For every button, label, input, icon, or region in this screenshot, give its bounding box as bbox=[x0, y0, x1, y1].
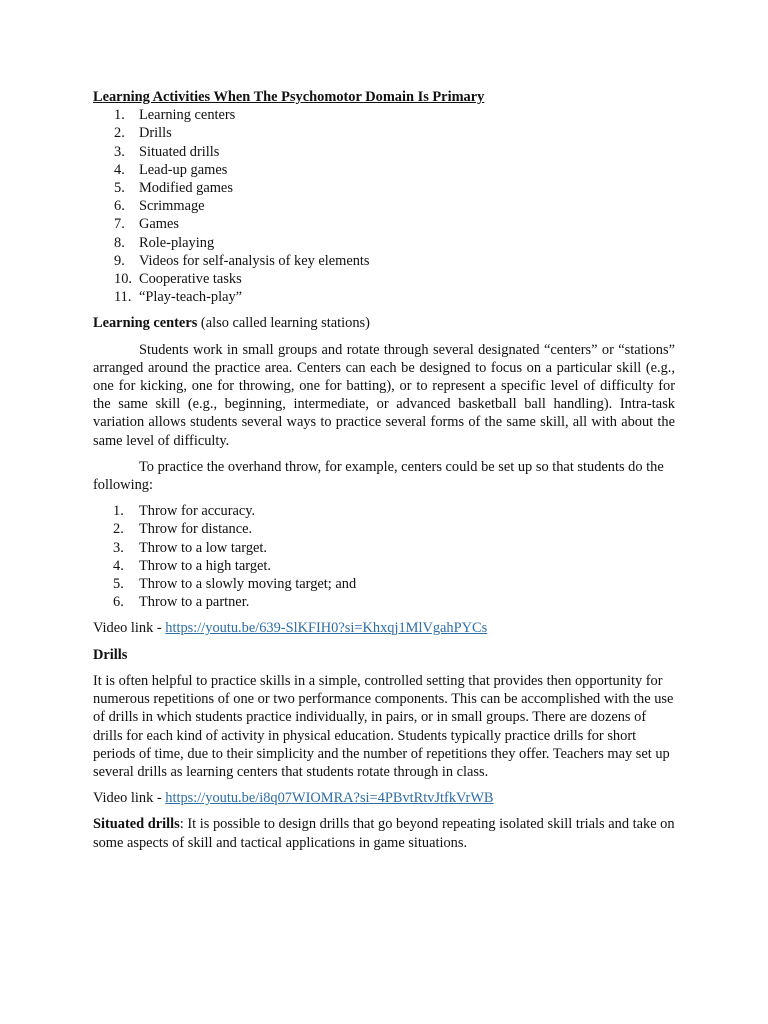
video-link-drills[interactable]: https://youtu.be/i8q07WIOMRA?si=4PBvtRtvJtfkVrWB bbox=[165, 790, 494, 807]
list-item bbox=[93, 502, 675, 520]
list-text: Learning centers bbox=[139, 107, 236, 124]
list-item bbox=[93, 197, 675, 215]
list-text: Modified games bbox=[139, 180, 233, 197]
list-item bbox=[93, 593, 675, 611]
document-title: Learning Activities When The Psychomotor Domain Is Primary bbox=[93, 89, 485, 105]
drills-heading: Drills bbox=[93, 646, 128, 663]
list-text: Throw for distance. bbox=[139, 521, 253, 538]
activities-list bbox=[93, 106, 675, 306]
throw-list bbox=[93, 502, 675, 611]
list-text: Scrimmage bbox=[139, 198, 205, 215]
list-item bbox=[93, 557, 675, 575]
list-number: 6. bbox=[113, 594, 124, 611]
list-number: 3. bbox=[114, 143, 125, 160]
drills-paragraph: It is often helpful to practice skills in a simple, controlled setting that provides then opportunity for numerous repetitions of one or two performance components. This can be accomplished with the use of drills in which students practice individually, in pairs, or in small groups. There are dozens of drills for each kind of activity in physical education. Students typically practice drills for short periods of time, due to their simplicity and the number of repetitions they offer. Teachers may set up several drills as learning centers that students rotate through in class. bbox=[93, 672, 674, 780]
list-text: Throw to a slowly moving target; and bbox=[139, 576, 357, 593]
list-item bbox=[93, 143, 675, 161]
list-item bbox=[93, 270, 675, 288]
video-link-line-2 bbox=[93, 789, 675, 807]
video-link-centers[interactable]: https://youtu.be/639-SlKFIH0?si=Khxqj1MlVgahPYCs bbox=[165, 620, 488, 637]
list-number: 5. bbox=[113, 576, 124, 593]
list-number: 1. bbox=[114, 107, 125, 124]
learning-centers-note: (also called learning stations) bbox=[197, 315, 370, 332]
list-number: 1. bbox=[113, 503, 124, 520]
list-number: 7. bbox=[114, 216, 125, 233]
list-text: Videos for self-analysis of key elements bbox=[139, 252, 370, 269]
list-item bbox=[93, 106, 675, 124]
list-number: 6. bbox=[114, 198, 125, 215]
list-text: Games bbox=[139, 216, 179, 233]
list-item bbox=[93, 575, 675, 593]
list-number: 4. bbox=[114, 161, 125, 178]
learning-centers-paragraph: Students work in small groups and rotate through several designated “centers” or “stations” arranged around the practice area. Centers can each be designed to focus on a particular skill (e.g., one for kicking, one for throwing, one for batting), or to represent a specific level of difficulty for the same skill (e.g., beginning, intermediate, or advanced basketball ball handling). Intra-task variation allows students several ways to practice several forms of the same skill, all with about the same level of difficulty. bbox=[93, 341, 675, 449]
list-number: 11. bbox=[114, 289, 132, 306]
list-item bbox=[93, 252, 675, 270]
list-text: Throw to a partner. bbox=[139, 594, 250, 611]
list-text: Throw to a low target. bbox=[139, 539, 268, 556]
list-item bbox=[93, 520, 675, 538]
list-item bbox=[93, 234, 675, 252]
list-item bbox=[93, 161, 675, 179]
learning-centers-heading: Learning centers bbox=[93, 315, 198, 332]
video-link-line-1 bbox=[93, 619, 675, 637]
list-number: 2. bbox=[114, 125, 125, 142]
document-page bbox=[93, 88, 675, 852]
list-number: 2. bbox=[113, 521, 124, 538]
list-item bbox=[93, 179, 675, 197]
list-text: Role-playing bbox=[139, 234, 215, 251]
list-text: Cooperative tasks bbox=[139, 271, 242, 288]
list-item bbox=[93, 124, 675, 142]
list-number: 3. bbox=[113, 539, 124, 556]
video-link-label: Video link - bbox=[93, 790, 166, 807]
overhand-throw-paragraph: To practice the overhand throw, for example, centers could be set up so that students do the following: bbox=[93, 458, 664, 494]
list-number: 8. bbox=[114, 234, 125, 251]
situated-drills-paragraph bbox=[93, 815, 675, 851]
list-text: Throw for accuracy. bbox=[139, 503, 256, 520]
list-item bbox=[93, 215, 675, 233]
list-text: Situated drills bbox=[139, 143, 220, 160]
video-link-label: Video link - bbox=[93, 620, 166, 637]
list-text: Drills bbox=[139, 125, 172, 142]
list-number: 5. bbox=[114, 180, 125, 197]
list-text: Lead-up games bbox=[139, 161, 228, 178]
list-item bbox=[93, 288, 675, 306]
list-text: Throw to a high target. bbox=[139, 557, 272, 574]
list-text: “Play-teach-play” bbox=[139, 289, 243, 306]
list-number: 4. bbox=[113, 557, 124, 574]
list-number: 9. bbox=[114, 252, 125, 269]
situated-drills-heading: Situated drills bbox=[93, 816, 180, 833]
learning-centers-heading-line bbox=[93, 314, 675, 332]
list-number: 10. bbox=[114, 271, 132, 288]
list-item bbox=[93, 539, 675, 557]
situated-drills-text: : It is possible to design drills that go beyond repeating isolated skill trials and take on some aspects of skill and tactical applications in game situations. bbox=[93, 816, 675, 851]
